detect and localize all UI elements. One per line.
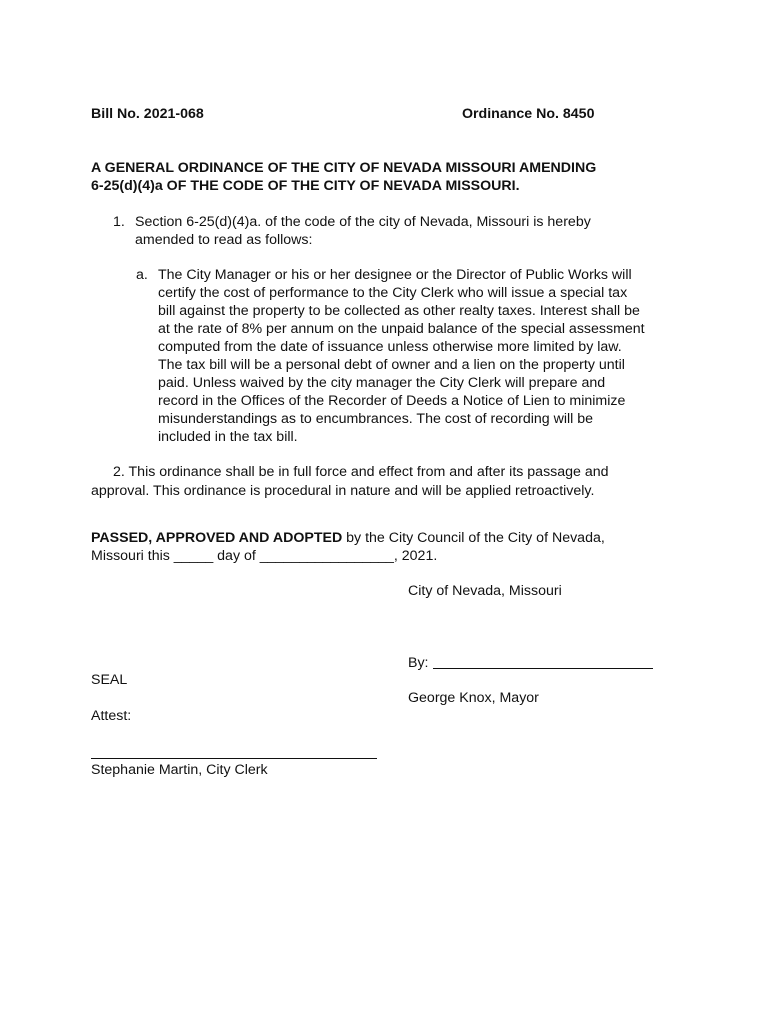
- section-2-line-1: 2. This ordinance shall be in full force and effect from and after its passage and: [113, 464, 609, 480]
- subsection-a-line: record in the Offices of the Recorder of Deeds a Notice of Lien to minimize: [158, 393, 626, 409]
- ordinance-title-line-2: 6-25(d)(4)a OF THE CODE OF THE CITY OF NEVADA MISSOURI.: [91, 178, 520, 194]
- subsection-a-line: paid. Unless waived by the city manager the City Clerk will prepare and: [158, 375, 606, 391]
- subsection-a-line: The City Manager or his or her designee or the Director of Public Works will: [158, 267, 632, 283]
- clerk-signature-line: [91, 758, 377, 759]
- city-name: City of Nevada, Missouri: [408, 583, 562, 599]
- section-1-line-1: Section 6-25(d)(4)a. of the code of the city of Nevada, Missouri is hereby: [135, 214, 591, 230]
- section-1-line-2: amended to read as follows:: [135, 232, 313, 248]
- passed-statement-line-2: Missouri this _____ day of _________________, 2021.: [91, 548, 438, 564]
- subsection-a-line: certify the cost of performance to the City Clerk who will issue a special tax: [158, 285, 628, 301]
- passed-approved-adopted-heading: PASSED, APPROVED AND ADOPTED: [91, 530, 343, 546]
- attest-label: Attest:: [91, 708, 132, 724]
- mayor-name: George Knox, Mayor: [408, 690, 539, 706]
- subsection-a-line: at the rate of 8% per annum on the unpaid balance of the special assessment: [158, 321, 645, 337]
- subsection-a-letter: a.: [136, 267, 148, 283]
- subsection-a-line: bill against the property to be collected as other realty taxes. Interest shall be: [158, 303, 640, 319]
- clerk-name: Stephanie Martin, City Clerk: [91, 762, 268, 778]
- section-1-number: 1.: [113, 214, 125, 230]
- subsection-a-line: computed from the date of issuance unless otherwise more limited by law.: [158, 339, 622, 355]
- subsection-a-line: included in the tax bill.: [158, 429, 298, 445]
- subsection-a-line: misunderstandings as to encumbrances. The cost of recording will be: [158, 411, 594, 427]
- subsection-a-line: The tax bill will be a personal debt of owner and a lien on the property until: [158, 357, 625, 373]
- by-label: By:: [408, 655, 429, 671]
- ordinance-number: Ordinance No. 8450: [462, 106, 595, 122]
- mayor-signature-line: [433, 668, 653, 669]
- seal-label: SEAL: [91, 672, 128, 688]
- passed-statement-rest: by the City Council of the City of Nevada,: [342, 530, 605, 546]
- ordinance-title-line-1: A GENERAL ORDINANCE OF THE CITY OF NEVADA MISSOURI AMENDING: [91, 160, 597, 176]
- section-2-line-2: approval. This ordinance is procedural in nature and will be applied retroactively.: [91, 483, 595, 499]
- bill-number: Bill No. 2021-068: [91, 106, 204, 122]
- passed-statement-line-1: [91, 529, 605, 547]
